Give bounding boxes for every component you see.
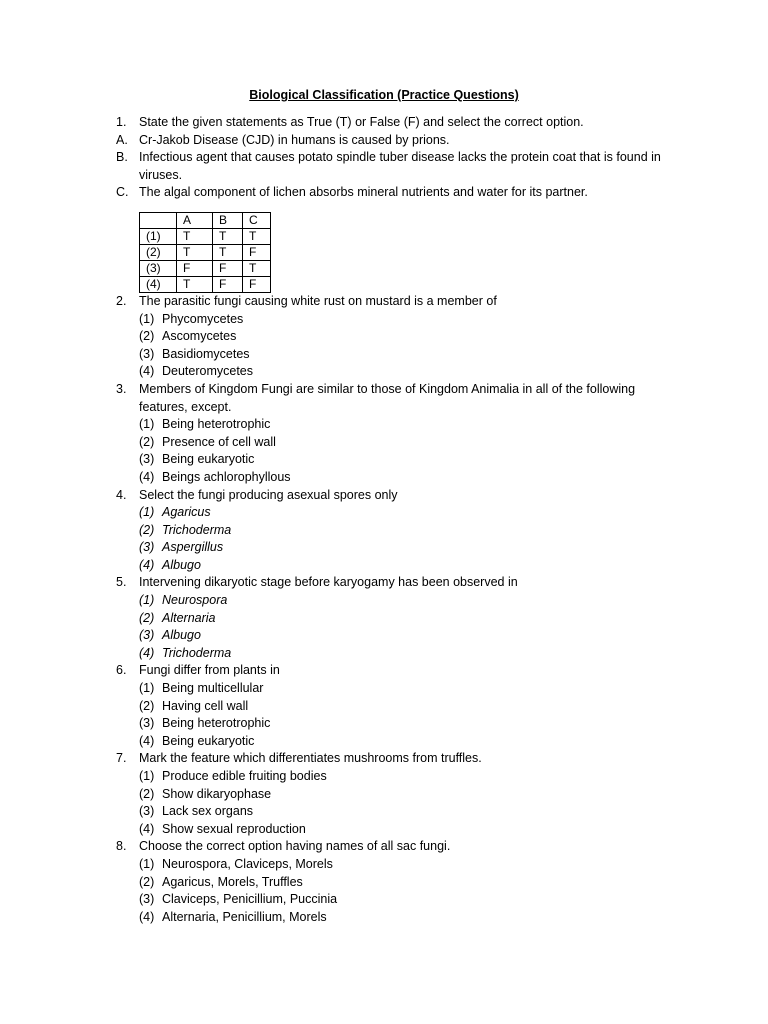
question-text: Mark the feature which differentiates mushrooms from truffles. [139, 751, 482, 766]
option-number: (4) [139, 821, 155, 836]
statement-text: Infectious agent that causes potato spindle tuber disease lacks the protein coat that is found in viruses. [139, 150, 661, 182]
table-cell: F [243, 244, 271, 260]
table-cell: T [213, 228, 243, 244]
question-7 [116, 750, 676, 768]
question-number: 2. [116, 293, 127, 308]
answer-option [116, 680, 676, 698]
table-cell: T [177, 276, 213, 292]
answer-option [116, 909, 676, 927]
option-text: Show dikaryophase [162, 786, 272, 801]
option-text: Trichoderma [162, 522, 232, 537]
option-number: (1) [139, 417, 155, 432]
question-3 [116, 381, 676, 416]
option-text: Phycomycetes [162, 311, 244, 326]
option-text: Aspergillus [162, 540, 224, 555]
option-text: Neurospora, Claviceps, Morels [162, 856, 333, 871]
option-number: (2) [139, 610, 155, 625]
option-number: (2) [139, 434, 155, 449]
answer-option [116, 715, 676, 733]
option-number: (3) [139, 452, 155, 467]
table-cell: T [177, 244, 213, 260]
question-8 [116, 838, 676, 856]
option-text: Albugo [162, 628, 201, 643]
statement-label: C. [116, 185, 129, 200]
option-number: (3) [139, 892, 155, 907]
statement-a [116, 132, 676, 150]
option-number: (1) [139, 311, 155, 326]
true-false-table [139, 212, 271, 293]
page-title: Biological Classification (Practice Questions) [249, 88, 519, 102]
option-number: (2) [139, 698, 155, 713]
option-text: Neurospora [162, 593, 228, 608]
answer-option [116, 592, 676, 610]
answer-option [116, 557, 676, 575]
question-4 [116, 487, 676, 505]
option-text: Albugo [162, 557, 201, 572]
question-number: 1. [116, 115, 127, 129]
question-text: State the given statements as True (T) or False (F) and select the correct option. [139, 115, 584, 129]
question-text: Members of Kingdom Fungi are similar to those of Kingdom Animalia in all of the following features, except. [139, 381, 636, 414]
option-text: Beings achlorophyllous [162, 469, 291, 484]
table-cell: (3) [140, 260, 177, 276]
option-text: Being heterotrophic [162, 716, 271, 731]
option-text: Lack sex organs [162, 804, 254, 819]
option-number: (1) [139, 593, 155, 608]
option-text: Alternaria, Penicillium, Morels [162, 909, 327, 924]
option-text: Being heterotrophic [162, 417, 271, 432]
option-number: (1) [139, 681, 155, 696]
question-number: 3. [116, 381, 127, 396]
statement-label: A. [116, 132, 128, 147]
option-number: (3) [139, 804, 155, 819]
option-number: (2) [139, 786, 155, 801]
table-cell: F [213, 260, 243, 276]
option-number: (1) [139, 769, 155, 783]
answer-option [116, 451, 676, 469]
option-number: (3) [139, 540, 155, 555]
option-text: Show sexual reproduction [162, 821, 306, 836]
answer-option [116, 522, 676, 540]
option-number: (4) [139, 557, 155, 572]
question-5 [116, 574, 676, 592]
option-text: Being multicellular [162, 681, 264, 696]
answer-option [116, 645, 676, 663]
option-text: Trichoderma [162, 645, 232, 660]
table-cell: T [243, 228, 271, 244]
statement-text: The algal component of lichen absorbs mineral nutrients and water for its partner. [139, 185, 588, 200]
option-text: Having cell wall [162, 698, 249, 713]
answer-option [116, 733, 676, 751]
option-number: (2) [139, 522, 155, 537]
question-text: Intervening dikaryotic stage before karyogamy has been observed in [139, 575, 518, 590]
option-number: (2) [139, 874, 155, 889]
table-header-cell: B [213, 212, 243, 228]
statement-c [116, 184, 676, 202]
answer-option [116, 363, 676, 381]
option-text: Agaricus [162, 505, 211, 520]
option-text: Presence of cell wall [162, 434, 276, 449]
answer-option [116, 874, 676, 892]
option-number: (4) [139, 909, 155, 924]
option-text: Being eukaryotic [162, 733, 255, 748]
question-number: 7. [116, 751, 127, 766]
table-header-cell: C [243, 212, 271, 228]
question-6 [116, 662, 676, 680]
answer-option [116, 698, 676, 716]
table-cell: T [177, 228, 213, 244]
answer-option [116, 328, 676, 346]
answer-option [116, 504, 676, 522]
answer-option [116, 768, 676, 786]
answer-option [116, 856, 676, 874]
option-number: (4) [139, 733, 155, 748]
option-number: (2) [139, 329, 155, 344]
statement-label: B. [116, 150, 128, 165]
question-1 [116, 114, 676, 132]
option-number: (3) [139, 628, 155, 643]
statement-text: Cr-Jakob Disease (CJD) in humans is caused by prions. [139, 132, 450, 147]
table-header-cell: A [177, 212, 213, 228]
question-number: 8. [116, 839, 127, 854]
option-text: Claviceps, Penicillium, Puccinia [162, 892, 338, 907]
question-text: Fungi differ from plants in [139, 663, 280, 678]
answer-option [116, 610, 676, 628]
option-number: (1) [139, 505, 155, 520]
statement-b [116, 149, 676, 184]
option-text: Being eukaryotic [162, 452, 255, 467]
table-header-row [140, 212, 271, 228]
table-row [140, 244, 271, 260]
table-row [140, 260, 271, 276]
table-cell: (2) [140, 244, 177, 260]
answer-option [116, 891, 676, 909]
table-cell: T [213, 244, 243, 260]
answer-option [116, 416, 676, 434]
option-number: (4) [139, 469, 155, 484]
table-cell: (1) [140, 228, 177, 244]
table-cell: F [243, 276, 271, 292]
more-questions [116, 293, 676, 926]
option-text: Deuteromycetes [162, 364, 254, 379]
table-cell: F [177, 260, 213, 276]
option-text: Produce edible fruiting bodies [162, 769, 327, 783]
option-number: (3) [139, 716, 155, 731]
answer-option [116, 803, 676, 821]
answer-option [116, 346, 676, 364]
table-cell: F [213, 276, 243, 292]
answer-option [116, 539, 676, 557]
option-number: (4) [139, 645, 155, 660]
option-number: (1) [139, 856, 155, 871]
question-text: The parasitic fungi causing white rust on mustard is a member of [139, 293, 497, 308]
option-number: (4) [139, 364, 155, 379]
question-text: Choose the correct option having names of all sac fungi. [139, 839, 451, 854]
question-list [116, 114, 676, 926]
question-number: 5. [116, 575, 127, 590]
table-row [140, 228, 271, 244]
answer-option [116, 434, 676, 452]
question-text: Select the fungi producing asexual spores only [139, 487, 398, 502]
answer-option [116, 786, 676, 804]
option-number: (3) [139, 346, 155, 361]
question-2 [116, 293, 676, 311]
question-number: 6. [116, 663, 127, 678]
option-text: Agaricus, Morels, Truffles [162, 874, 303, 889]
answer-option [116, 311, 676, 329]
option-text: Alternaria [162, 610, 216, 625]
answer-option [116, 627, 676, 645]
table-row [140, 276, 271, 292]
answer-option [116, 821, 676, 839]
table-cell: (4) [140, 276, 177, 292]
option-text: Basidiomycetes [162, 346, 250, 361]
table-cell: T [243, 260, 271, 276]
table-header-cell [140, 212, 177, 228]
answer-option [116, 469, 676, 487]
option-text: Ascomycetes [162, 329, 237, 344]
question-number: 4. [116, 487, 127, 502]
